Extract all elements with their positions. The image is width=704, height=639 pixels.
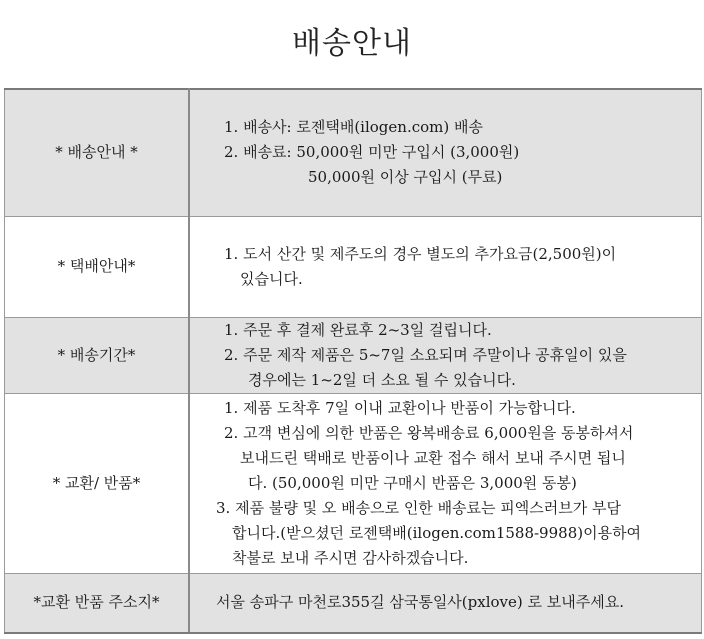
row-label: * 교환/ 반품*	[5, 393, 190, 573]
content-line: 50,000원 이상 구입시 (무료)	[308, 168, 503, 187]
row-content	[189, 89, 702, 216]
content-line: 2. 고객 변심에 의한 반품은 왕복배송료 6,000원을 동봉하셔서	[224, 423, 634, 442]
row-content	[189, 216, 702, 317]
content-line: 다. (50,000원 미만 구매시 반품은 3,000원 동봉)	[248, 473, 577, 492]
row-label: * 배송안내 *	[5, 89, 190, 216]
table-row-delivery-period	[5, 317, 702, 393]
table-row-shipping-info	[5, 89, 702, 216]
content-line: 있습니다.	[240, 269, 303, 288]
content-line: 1. 제품 도착후 7일 이내 교환이나 반품이 가능합니다.	[224, 398, 576, 417]
content-line: 1. 배송사: 로젠택배(ilogen.com) 배송	[224, 118, 483, 137]
content-line: 1. 도서 산간 및 제주도의 경우 별도의 추가요금(2,500원)이	[224, 244, 617, 263]
content-line: 착불로 보내 주시면 감사하겠습니다.	[232, 548, 469, 567]
content-line: 1. 주문 후 결제 완료후 2~3일 걸립니다.	[224, 320, 492, 339]
table-row-courier-info	[5, 216, 702, 317]
shipping-info-table	[4, 88, 702, 634]
content-line: 2. 배송료: 50,000원 미만 구입시 (3,000원)	[224, 143, 520, 162]
table-row-exchange-return	[5, 393, 702, 573]
content-line: 경우에는 1~2일 더 소요 될 수 있습니다.	[248, 370, 516, 389]
row-label: *교환 반품 주소지*	[5, 573, 190, 633]
row-label: * 택배안내*	[5, 216, 190, 317]
row-content	[189, 573, 702, 633]
page-title: 배송안내	[292, 26, 412, 61]
table-row-return-address	[5, 573, 702, 633]
content-line: 보내드린 택배로 반품이나 교환 접수 해서 보내 주시면 됩니	[240, 448, 626, 467]
content-line: 서울 송파구 마천로355길 삼국통일사(pxlove) 로 보내주세요.	[216, 593, 624, 612]
content-line: 2. 주문 제작 제품은 5~7일 소요되며 주말이나 공휴일이 있을	[224, 345, 627, 364]
row-content	[189, 317, 702, 393]
row-label: * 배송기간*	[5, 317, 190, 393]
content-line: 합니다.(받으셨던 로젠택배(ilogen.com1588-9988)이용하여	[232, 523, 642, 542]
content-line: 3. 제품 불량 및 오 배송으로 인한 배송료는 피엑스러브가 부담	[216, 498, 621, 517]
row-content	[189, 393, 702, 573]
